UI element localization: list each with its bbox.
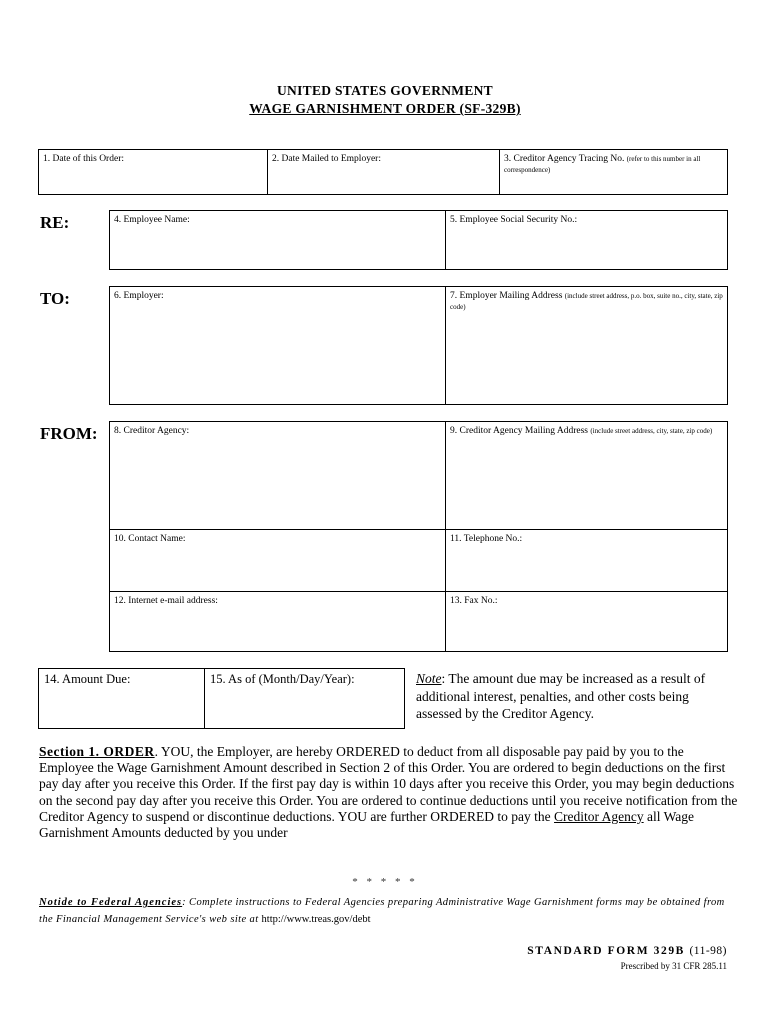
fax-label: 13. Fax No.: xyxy=(450,596,498,606)
employee-name-label: 4. Employee Name: xyxy=(114,215,190,225)
section1-text-a: . YOU, the Employer, are hereby ORDERED to deduct from all disposable pay paid by you to the Employee the Wage Garnishment Amount described in Section 2 of this Order. You are ordered to begin deductions on the first pay day after you receive this Order. If the first pay day is within 10 days after you receive this Order, you may begin deductions on the second pay day after you receive this Order. You are ordered to continue deductions until you receive notification from the Creditor Agency to suspend or discontinue deductions. YOU are further ORDERED to pay the xyxy=(39,744,738,824)
creditor-agency-field[interactable] xyxy=(109,421,446,530)
creditor-agency-underline: Creditor Agency xyxy=(554,808,644,824)
notice-label: Notide to Federal Agencies xyxy=(39,897,183,908)
section1-order-text xyxy=(39,744,739,841)
date-of-order-label: 1. Date of this Order: xyxy=(43,154,124,164)
standard-form-number xyxy=(527,945,727,957)
form-title-line2: WAGE GARNISHMENT ORDER (SF-329B) xyxy=(249,101,521,116)
employer-address-field[interactable] xyxy=(445,286,728,405)
form-number: STANDARD FORM 329B xyxy=(527,945,685,957)
federal-agencies-notice xyxy=(39,894,739,928)
telephone-field[interactable] xyxy=(445,529,728,592)
note-label: Note xyxy=(416,671,442,686)
employer-address-label: 7. Employer Mailing Address xyxy=(450,291,563,301)
employee-ssn-field[interactable] xyxy=(445,210,728,270)
employer-address-note: (include street address, p.o. box, suite no., city, state, zip code) xyxy=(450,292,723,311)
notice-text: : Complete instructions to Federal Agencies preparing Administrative Wage Garnishment forms may be obtained from the Financial Management Service's web site at xyxy=(39,897,725,925)
note-text: : The amount due may be increased as a result of additional interest, penalties, and other costs being assessed by the Creditor Agency. xyxy=(416,671,706,721)
employee-name-field[interactable] xyxy=(109,210,446,270)
employer-field[interactable] xyxy=(109,286,446,405)
contact-name-label: 10. Contact Name: xyxy=(114,534,186,544)
amount-due-label: 14. Amount Due: xyxy=(44,672,131,686)
as-of-date-label: 15. As of (Month/Day/Year): xyxy=(210,672,355,686)
email-address-label: 12. Internet e-mail address: xyxy=(114,596,218,606)
section1-label: Section 1. ORDER xyxy=(39,744,155,759)
creditor-address-note: (include street address, city, state, zip code) xyxy=(590,427,713,435)
amount-due-field[interactable] xyxy=(38,668,205,729)
from-label: FROM: xyxy=(40,424,98,443)
date-mailed-field[interactable] xyxy=(267,149,500,195)
tracing-number-label: 3. Creditor Agency Tracing No. xyxy=(504,154,625,164)
date-of-order-field[interactable] xyxy=(38,149,268,195)
re-label: RE: xyxy=(40,213,70,232)
section1-text-b: all Wage Garnishment Amounts deducted by you under xyxy=(39,808,695,841)
creditor-address-field[interactable] xyxy=(445,421,728,530)
creditor-agency-label: 8. Creditor Agency: xyxy=(114,426,190,436)
date-mailed-label: 2. Date Mailed to Employer: xyxy=(272,154,381,164)
tracing-number-note: (refer to this number in all correspondence) xyxy=(504,155,701,174)
contact-name-field[interactable] xyxy=(109,529,446,592)
employer-label: 6. Employer: xyxy=(114,291,164,301)
form-revision: (11-98) xyxy=(689,945,727,957)
to-label: TO: xyxy=(40,289,70,308)
tracing-number-field[interactable] xyxy=(499,149,728,195)
telephone-label: 11. Telephone No.: xyxy=(450,534,523,544)
email-address-field[interactable] xyxy=(109,591,446,652)
employee-ssn-label: 5. Employee Social Security No.: xyxy=(450,215,578,225)
as-of-date-field[interactable] xyxy=(204,668,405,729)
creditor-address-label: 9. Creditor Agency Mailing Address xyxy=(450,426,588,436)
prescribed-by: Prescribed by 31 CFR 285.11 xyxy=(620,961,727,971)
separator-stars: * * * * * xyxy=(352,876,418,888)
amount-note xyxy=(416,670,736,723)
fax-field[interactable] xyxy=(445,591,728,652)
treasury-url[interactable]: http://www.treas.gov/debt xyxy=(261,914,371,925)
form-title-line1: UNITED STATES GOVERNMENT xyxy=(277,83,493,98)
